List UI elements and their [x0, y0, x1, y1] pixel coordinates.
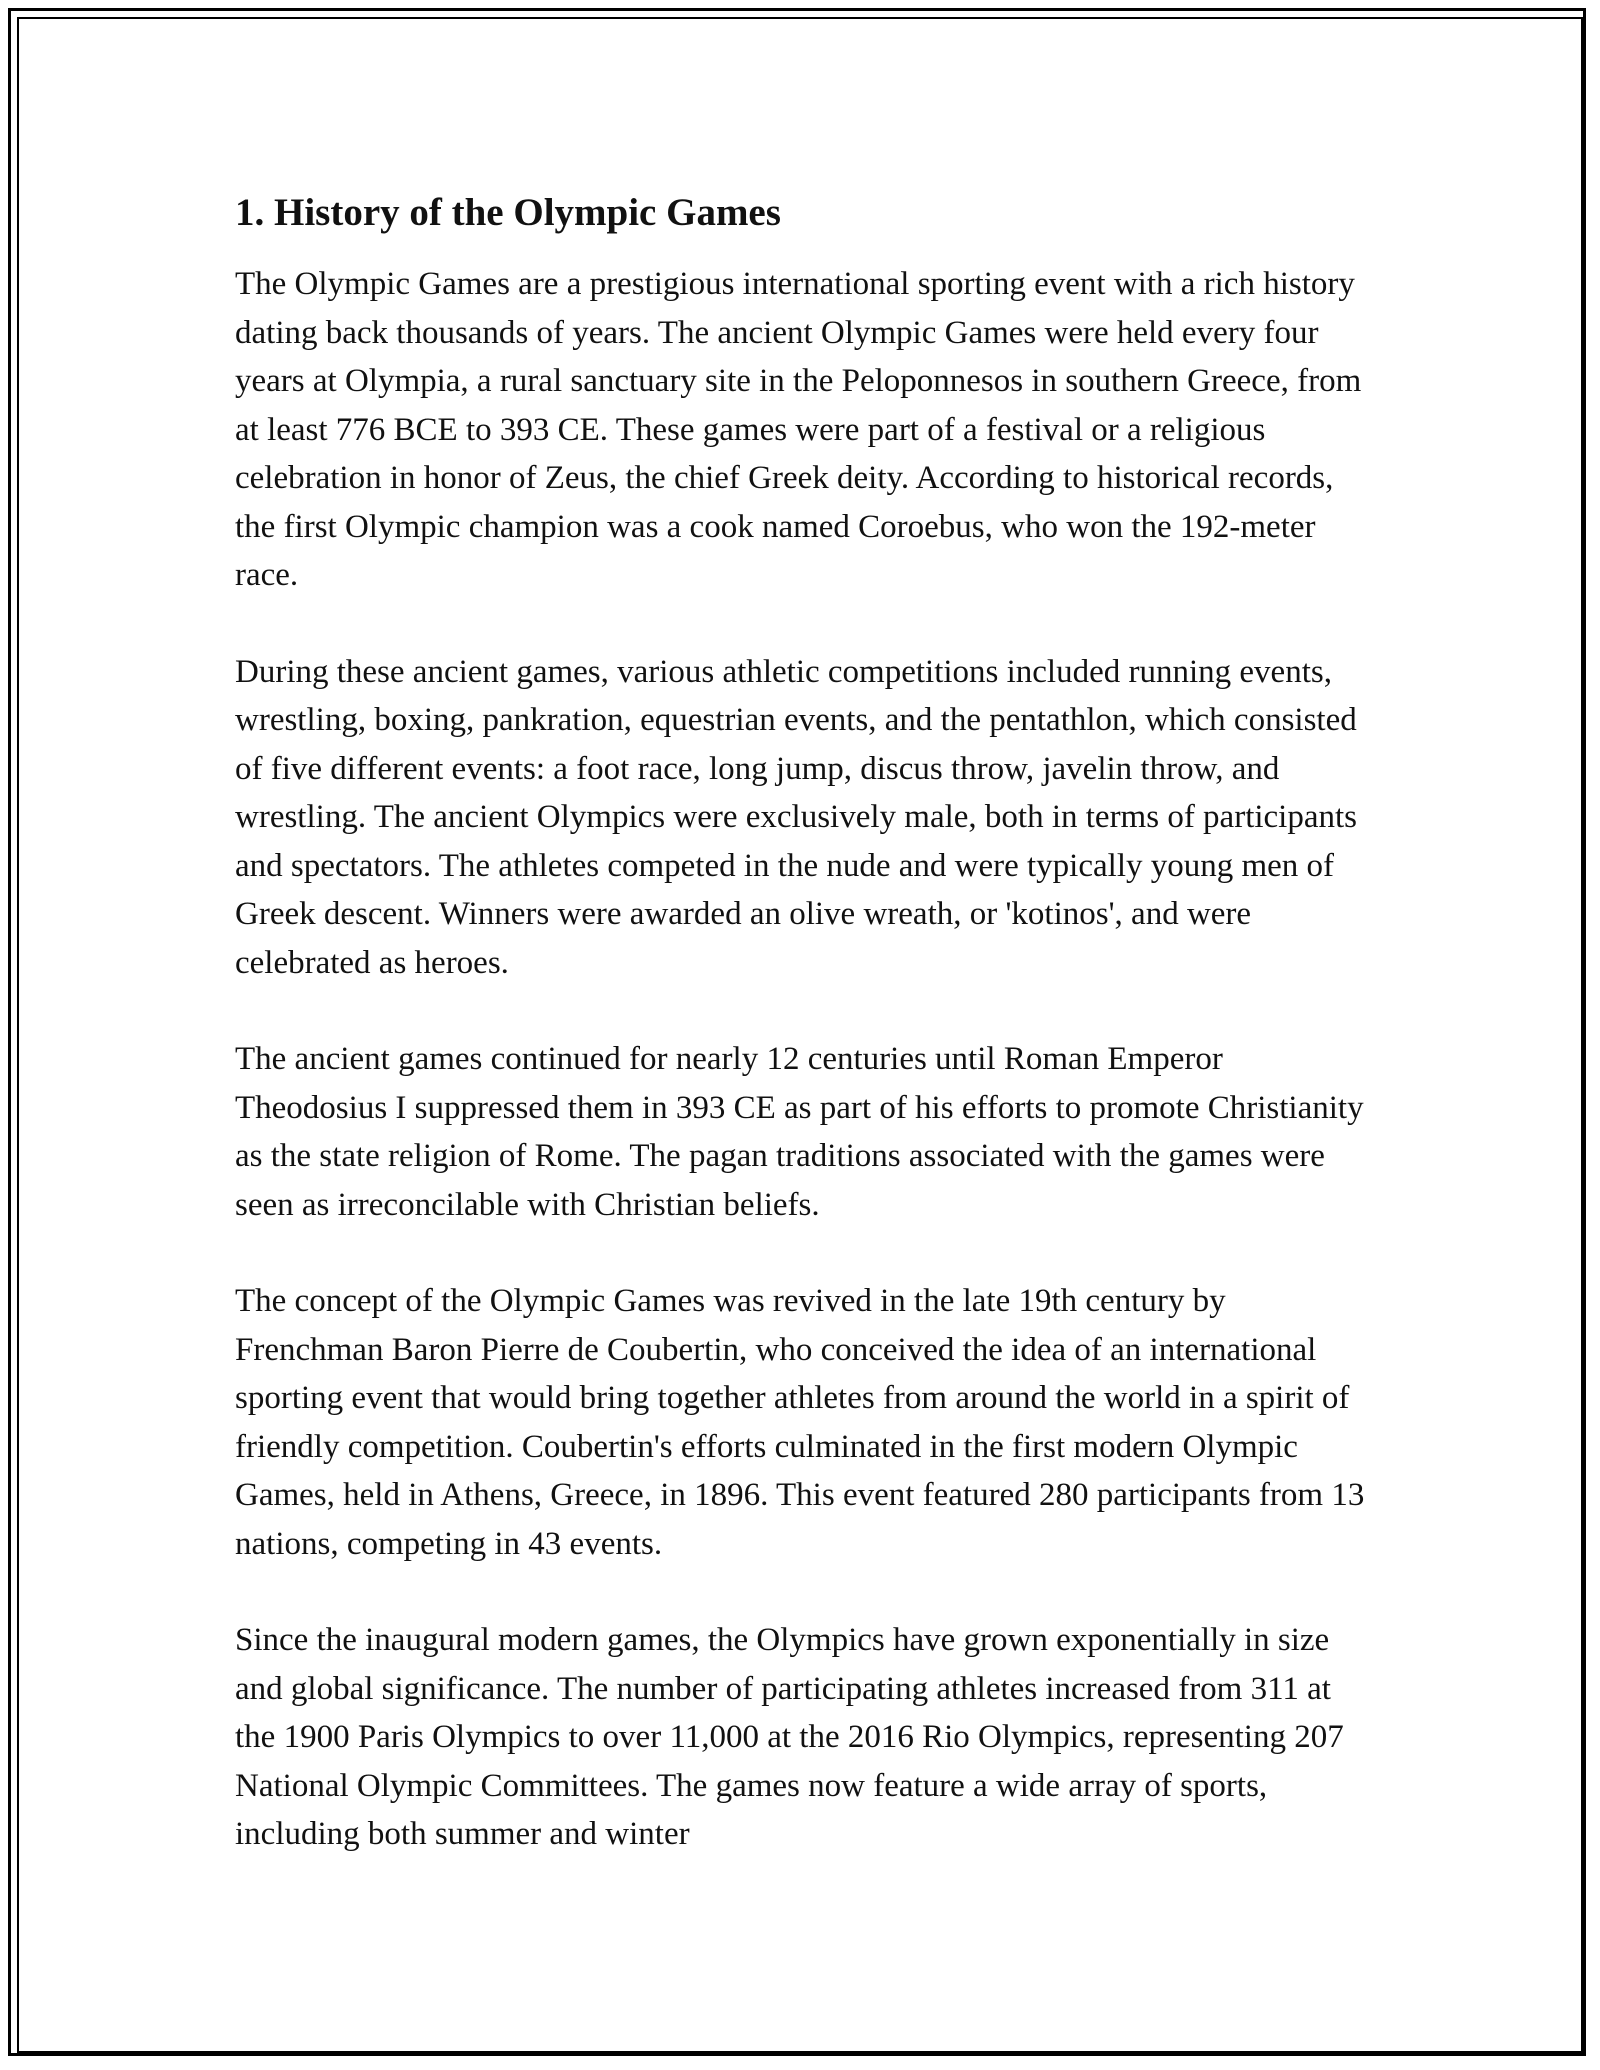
- paragraph-suppression: The ancient games continued for nearly 12 centuries until Roman Emperor Theodosius I suppressed them in 393 CE as part of his efforts to promote Christianity as the state religion of Rome. The pagan traditions associated with the games were seen as irreconcilable with Christian beliefs.: [235, 1041, 1364, 1223]
- paragraph-ancient-games: The Olympic Games are a prestigious international sporting event with a rich history dating back thousands of years. The ancient Olympic Games were held every four years at Olympia, a rural sanctuary site in the Peloponnesos in southern Greece, from at least 776 BCE to 393 CE. These games were part of a festival or a religious celebration in honor of Zeus, the chief Greek deity. According to historical records, the first Olympic champion was a cook named Coroebus, who won the 192-meter race.: [235, 266, 1362, 593]
- paragraph-ancient-competitions: During these ancient games, various athletic competitions included running events, wrestling, boxing, pankration, equestrian events, and the pentathlon, which consisted of five different events: a foot race, long jump, discus throw, javelin throw, and wrestling. The ancient Olympics were exclusively male, both in terms of participants and spectators. The athletes competed in the nude and were typically young men of Greek descent. Winners were awarded an olive wreath, or 'kotinos', and were celebrated as heroes.: [235, 653, 1357, 981]
- paragraph-modern-growth: Since the inaugural modern games, the Olympics have grown exponentially in size and global significance. The number of participating athletes increased from 311 at the 1900 Paris Olympics to over 11,000 at the 2016 Rio Olympics, representing 207 National Olympic Committees. The games now feature a wide array of sports, including both summer and winter: [235, 1622, 1344, 1852]
- paragraph-modern-revival: The concept of the Olympic Games was revived in the late 19th century by Frenchman Baron Pierre de Coubertin, who conceived the idea of an international sporting event that would bring together athletes from around the world in a spirit of friendly competition. Coubertin's efforts culminated in the first modern Olympic Games, held in Athens, Greece, in 1896. This event featured 280 participants from 13 nations, competing in 43 events.: [235, 1283, 1365, 1562]
- document-body: [235, 188, 1365, 1907]
- section-title: 1. History of the Olympic Games: [235, 191, 781, 234]
